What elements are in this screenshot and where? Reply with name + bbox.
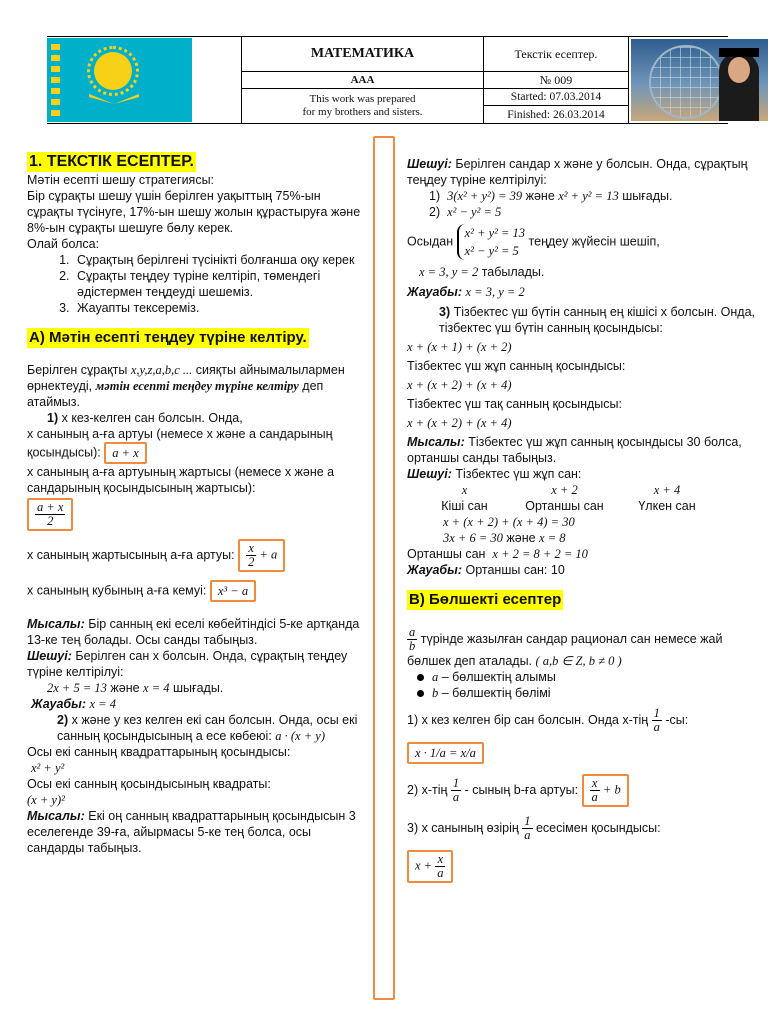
label-mid: Ортаншы сан [525,499,604,513]
formula-consecutive: x + (x + 1) + (x + 2) [407,340,512,354]
formula-cube: x³ − a [210,580,256,602]
ex3-text: Тізбектес үш бүтін санның ең кішісі x болсын. Онда, тізбектес үш бүтін санның қосындысы: [439,305,756,335]
column-divider [373,136,395,1000]
xhalf-numerator: x [246,542,256,556]
bullet-icon [417,690,424,697]
solution-3 [407,466,762,482]
ex3-number: 3) [439,305,451,319]
example-2-text: Екі оң санның квадраттарының қосындысын 3 еселегенде 39-ға, айырмасы 5-ке тең болса, осы сандарды табыңыз. [27,809,356,855]
consecutive-table-values [407,482,762,498]
example-3-line [407,304,762,336]
right-column [407,148,762,883]
solution-label: Шешуі: [27,649,72,663]
value-x4: x + 4 [653,483,681,497]
fraction-item-3 [407,815,762,842]
step-item: 2. Сұрақты теңдеу түріне келтіріп, төмендегі әдістермен теңдеуді шешеміз. [73,268,370,300]
step-item: 1. Сұрақтың берілгені түсінікті болғанша оқу керек [73,252,370,268]
ex1-number: 1) [47,411,59,425]
graduation-cap [719,48,759,57]
example-1 [27,616,370,648]
item-2-tail: - сының b-ға артуы: [461,782,579,797]
formula-x-over-a: x · 1/a = x/a [407,742,484,764]
example-2-line [27,712,370,744]
solution-1-equation [27,680,370,696]
found-values: x = 3, y = 2 [419,265,479,279]
strategy-title: Мәтін есепті шешу стратегиясы: [27,173,215,187]
ex1-line-e [27,580,370,602]
item-1-numerator: 1 [653,706,660,720]
intro-text-3: деп атаймыз. [27,379,324,409]
ex1-text-a: x кез-келген сан болсын. Онда, [58,411,243,425]
system-tail: теңдеу жүйесін шешіп, [525,234,660,249]
bullet-denominator [407,685,762,701]
intro-vars: x,y,z,a,b,c ... [130,363,193,377]
label-small: Кіші сан [441,499,488,513]
item-3-fraction [522,815,532,842]
formula-even: x + (x + 2) + (x + 4) [407,378,512,392]
example-label: Мысалы: [27,617,85,631]
step-item: 3. Жауапты тексереміз. [73,300,370,316]
from-label: Осыдан [407,234,454,249]
globe-sculpture [649,45,723,119]
strategy-text: Бір сұрақты шешу үшін берілген уақыттың 75%-ын сұрақты түсінуге, 17%-ын шешу жолын құрастыруға және 8%-ын сұрақты шешуге бөлу керек. [27,189,361,235]
topic-title: Текстік есептер. [484,37,628,72]
ex1-text-e: x санының кубының а-ға кемуі: [27,583,207,598]
value-x2: x + 2 [551,483,578,497]
started-date: Started: 07.03.2014 [484,89,628,106]
item-2-numerator: 1 [452,776,460,790]
eq-1b: x = 4 [143,681,170,695]
equation-sum: x + (x + 2) + (x + 4) = 30 [443,515,575,529]
item-2-f-tail: + b [602,782,621,797]
item-2-text: 2) x-тің [407,782,448,797]
item-2-f-denominator: a [591,790,598,804]
solution-step-2 [407,204,762,220]
frac-numerator: a [409,625,416,639]
answer-1 [27,696,370,712]
frac-denominator: b [409,639,416,653]
system-eq-2: x² − y² = 5 [464,244,519,258]
xhalf-tail: + a [259,547,278,562]
answer-3 [407,562,762,578]
eq-1-find: шығады. [169,681,224,695]
example-3 [407,434,762,466]
solution-3-text: Тізбектес үш жұп сан: [451,467,582,481]
graduate-face [728,57,750,83]
answer-3-text: Ортаншы сан: 10 [462,563,565,577]
middle-number-line [407,546,762,562]
fraction-intro-text: түрінде жазылған сандар рационал сан немесе жай бөлшек деп аталады. [407,631,723,668]
middle-equation: x + 2 = 8 + 2 = 10 [492,547,588,561]
ex2-text-c: Осы екі санның қосындысының квадраты: [27,777,271,791]
item-1-fraction [652,707,662,734]
solution-label: Шешуі: [407,157,452,171]
value-x: x [461,483,468,497]
finished-date: Finished: 26.03.2014 [507,108,605,121]
example-label: Мысалы: [407,435,465,449]
formula-product: a · (x + y) [275,729,325,743]
header [47,36,728,124]
note-line-2: for my brothers and sisters. [302,106,423,118]
item-1-text: 1) x кез келген бір сан болсын. Онда x-тің [407,712,649,727]
item-1-denominator: a [653,720,660,734]
sheet-number: № 009 [484,72,628,89]
example-1-text: Бір санның екі еселі көбейтіндісі 5-ке артқанда 13-ке тең болады. Осы санды табыңыз. [27,617,360,647]
even-label: Тізбектес үш жұп санның қосындысы: [407,359,626,373]
header-table [241,37,629,123]
item-2-denominator: a [452,790,460,804]
answer-label: Жауабы: [407,285,463,299]
flag-ornament [51,44,60,116]
step-1-tail: шығады. [618,189,673,203]
eq-linear: 3x + 6 = 30 [443,531,503,545]
ex1-text-b: x санының а-ға артуы (немесе x және а сандарының қосындысы): [27,427,333,460]
fraction-item-1 [407,707,762,734]
step-1-number: 1) [429,189,441,203]
item-3-f-numerator: x [435,853,445,867]
subsection-a-title: А) Мәтін есепті теңдеу түріне келтіру. [29,329,307,346]
item-2-f-numerator: x [590,777,600,791]
answer-1-value: x = 4 [89,697,116,711]
eq-linear-x: x = 8 [539,531,566,545]
found-line [407,264,762,280]
solution-1-text: Берілген сан x болсын. Онда, сұрақтың теңдеу түріне келтірілуі: [27,649,348,679]
bullet-icon [417,674,424,681]
bullet-a-symbol: a [432,670,439,684]
formula-x-plus-x-over-a [407,850,453,883]
formula-square-of-sum: (x + y)² [27,793,65,807]
ex2-text-a: x және y кез келген екі сан болсын. Онда, осы екі санның қосындысының а есе көбеюі: [57,713,358,743]
intro-text-2: сияқты айнымалылармен өрнектеуді, [27,363,345,393]
flag-sun [94,52,132,90]
item-3-denominator: a [524,828,531,842]
ex1-line-d [27,539,370,572]
label-big: Үлкен сан [638,499,696,513]
fraction-intro [407,626,762,669]
solution-2-text: Берілген сандар x және y болсын. Онда, сұрақтың теңдеу түріне келтірілуі: [407,157,748,187]
answer-2-value: x = 3, y = 2 [465,285,525,299]
eq-linear-and: және [502,531,540,545]
solution-2 [407,156,762,188]
formula-half [27,498,73,531]
item-3-tail: есесімен қосындысы: [532,820,661,835]
formula-squares: x² + y² [31,761,65,775]
author: AAA [242,72,484,89]
example-1-line [27,410,370,426]
item-2-fraction [451,777,461,804]
example-label: Мысалы: [27,809,85,823]
solution-1 [27,648,370,680]
intro-text-1: Берілген сұрақты [27,363,131,377]
found-tail: табылады. [478,265,545,279]
left-column [27,148,370,856]
steps-list [27,252,370,316]
system-eq-1: x² + y² = 13 [464,226,526,240]
item-3-numerator: 1 [524,814,531,828]
answer-2 [407,284,762,300]
intro-emphasis: мәтін есепті теңдеу түріне келтіру [95,379,299,393]
bullet-b-text: – бөлшектің бөлімі [438,686,551,700]
equation-system [457,224,525,260]
step-2-eq: x² − y² = 5 [447,205,502,219]
item-3-f-denominator: a [437,866,444,880]
graduate-photo [631,39,768,121]
step-1-eq: 3(x² + y²) = 39 [447,189,523,203]
xhalf-denominator: 2 [248,555,255,569]
half-numerator: a + x [37,500,64,514]
then-label: Олай болса: [27,237,100,251]
equation-linear [407,530,762,546]
example-3-text: Тізбектес үш жұп санның қосындысы 30 болса, ортаншы санды табыңыз. [407,435,742,465]
answer-label: Жауабы: [31,697,87,711]
formula-xhalf [238,539,285,572]
answer-label: Жауабы: [407,563,463,577]
bullet-numerator [407,669,762,685]
formula-sum: a + x [104,442,146,464]
formula-odd: x + (x + 2) + (x + 4) [407,416,512,430]
ex2-text-b: Осы екі санның квадраттарының қосындысы: [27,745,291,759]
step-1-and: және [522,189,559,203]
item-3-text: 3) x санының өзірің [407,820,519,835]
ex1-text-c: x санының а-ға артуының жартысы (немесе x және а сандарының қосындысының жартысы): [27,465,335,495]
fraction-item-2 [407,774,762,807]
bullet-b-symbol: b [432,686,439,700]
item-3-f-x: x + [415,858,433,873]
solution-label: Шешуі: [407,467,452,481]
ex2-number: 2) [57,713,69,727]
note-line-1: This work was prepared [309,93,416,105]
step-1-eq2: x² + y² = 13 [558,189,619,203]
intro-paragraph [27,362,370,410]
kazakhstan-flag-image [47,38,192,122]
section-title: 1. ТЕКСТІК ЕСЕПТЕР. [29,153,194,170]
subsection-b-title: В) Бөлшекті есептер [409,591,562,608]
ex1-text-d: x санының жартысының а-ға артуы: [27,547,235,562]
system-line [407,224,762,260]
middle-label: Ортаншы сан [407,547,486,561]
solution-step-1 [407,188,762,204]
subject-title: МАТЕМАТИКА [242,37,484,72]
step-2-number: 2) [429,205,441,219]
odd-label: Тізбектес үш тақ санның қосындысы: [407,397,622,411]
consecutive-table-labels [407,498,762,514]
ex1-line-b [27,426,370,464]
dedication-note [242,89,484,123]
fraction-a-b [407,626,417,653]
bullet-a-text: – бөлшектің алымы [438,670,556,684]
fraction-condition: ( a,b ∈ Z, b ≠ 0 ) [535,654,622,668]
formula-x-over-a-plus-b [582,774,629,807]
item-1-tail: -сы: [661,712,689,727]
example-2 [27,808,370,856]
eq-1-and: және [106,681,144,695]
eq-1: 2x + 5 = 13 [47,681,107,695]
half-denominator: 2 [47,514,54,528]
